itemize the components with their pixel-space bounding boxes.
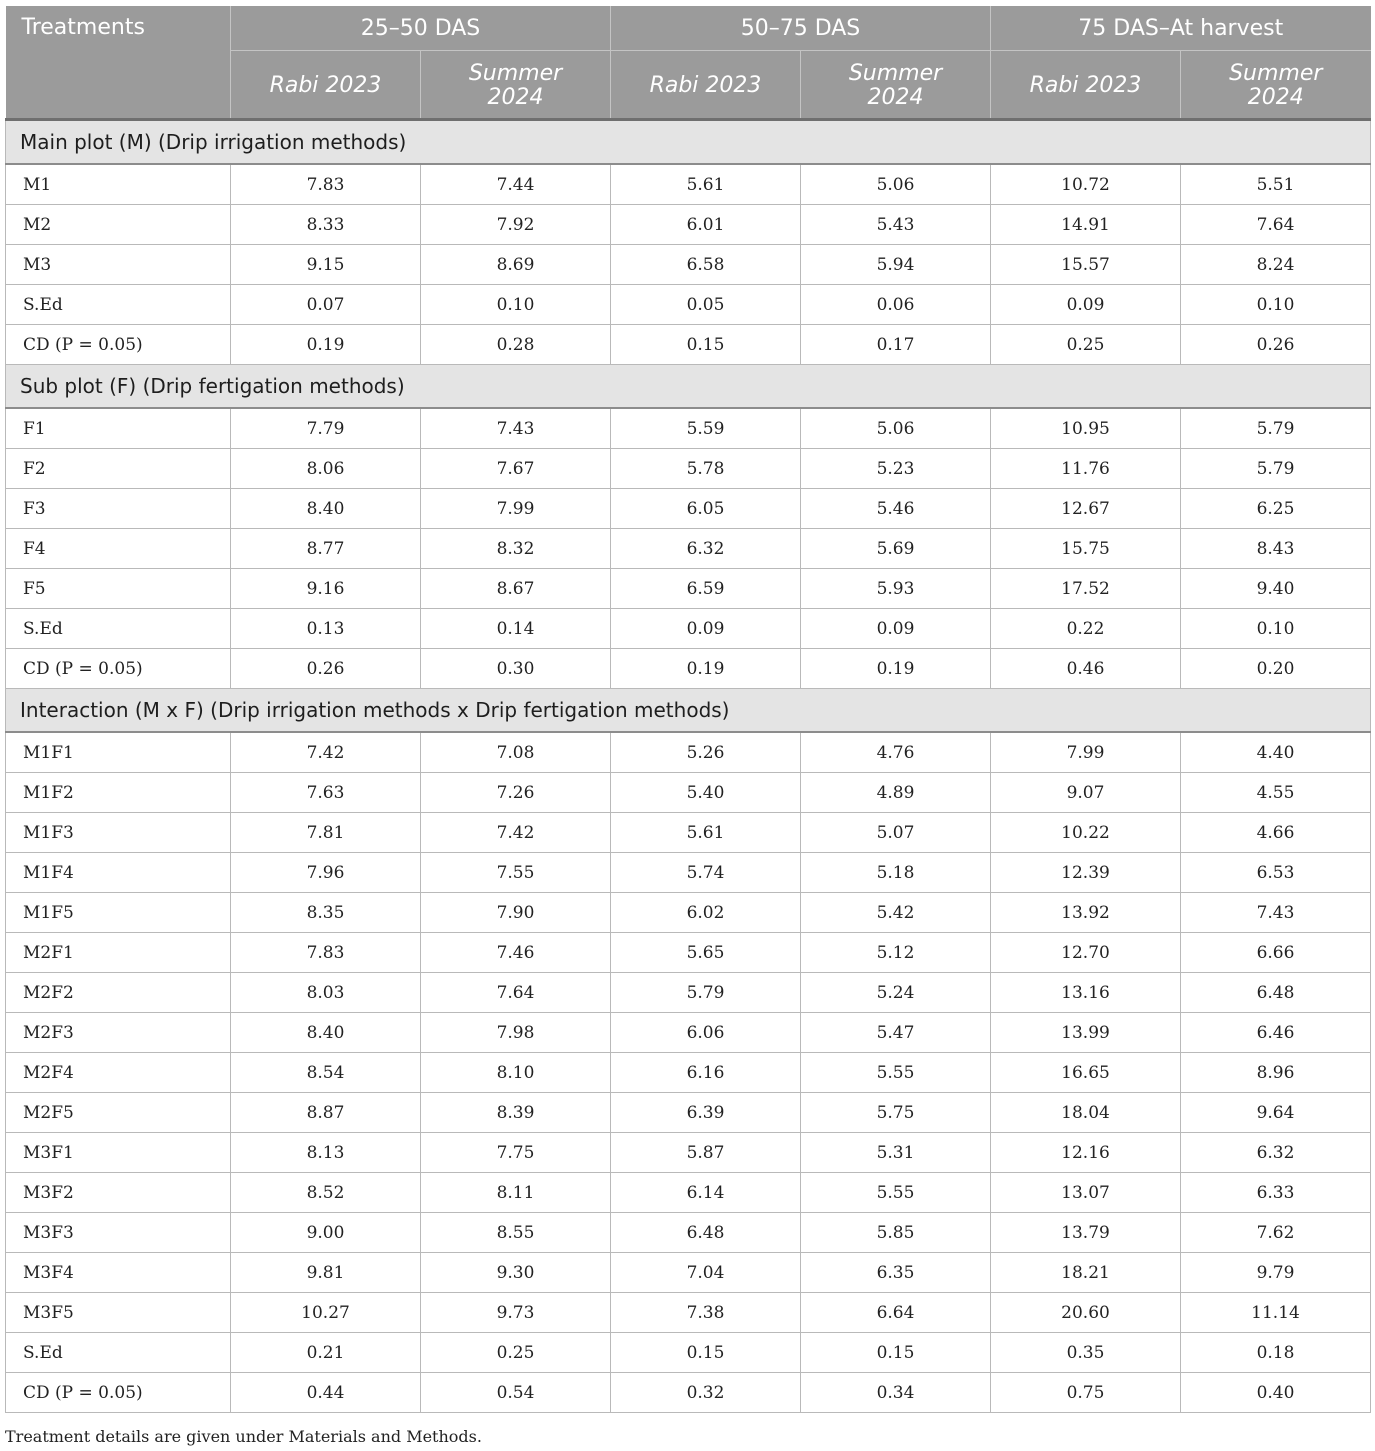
row-label: CD (P = 0.05) — [6, 325, 231, 365]
table-cell: 5.74 — [611, 853, 801, 893]
table-row — [6, 408, 1371, 449]
section-title: Interaction (M x F) (Drip irrigation methods x Drip fertigation methods) — [6, 689, 1371, 733]
table-cell: 0.15 — [611, 1333, 801, 1373]
table-cell: 0.20 — [1181, 649, 1371, 689]
season-header-line: 2024 — [867, 84, 924, 110]
table-cell: 8.67 — [421, 569, 611, 609]
table-cell: 9.00 — [231, 1213, 421, 1253]
table-cell: 7.75 — [421, 1133, 611, 1173]
table-row — [6, 773, 1371, 813]
table-cell: 8.32 — [421, 529, 611, 569]
table-footnote: Treatment details are given under Materials and Methods. — [5, 1427, 482, 1446]
row-label: M1F1 — [6, 732, 231, 773]
table-cell: 0.54 — [421, 1373, 611, 1413]
table-cell: 5.61 — [611, 164, 801, 205]
period-header: 25–50 DAS — [231, 6, 611, 51]
table-cell: 7.43 — [421, 408, 611, 449]
table-cell: 5.69 — [801, 529, 991, 569]
table-cell: 8.69 — [421, 245, 611, 285]
table-cell: 13.79 — [991, 1213, 1181, 1253]
season-header-line: Summer — [468, 60, 563, 86]
table-cell: 7.83 — [231, 164, 421, 205]
table-cell: 5.06 — [801, 164, 991, 205]
table-cell: 7.67 — [421, 449, 611, 489]
table-cell: 7.55 — [421, 853, 611, 893]
table-cell: 7.26 — [421, 773, 611, 813]
row-label: CD (P = 0.05) — [6, 1373, 231, 1413]
table-row — [6, 285, 1371, 325]
row-label: M3 — [6, 245, 231, 285]
row-label: M3F3 — [6, 1213, 231, 1253]
table-cell: 6.05 — [611, 489, 801, 529]
table-cell: 8.35 — [231, 893, 421, 933]
table-cell: 0.46 — [991, 649, 1181, 689]
treatments-header: Treatments — [6, 6, 231, 120]
table-cell: 0.07 — [231, 285, 421, 325]
table-row — [6, 813, 1371, 853]
table-cell: 0.19 — [611, 649, 801, 689]
table-cell: 6.59 — [611, 569, 801, 609]
row-label: M1F5 — [6, 893, 231, 933]
table-cell: 7.04 — [611, 1253, 801, 1293]
table-cell: 0.10 — [1181, 609, 1371, 649]
section-row — [6, 120, 1371, 165]
table-cell: 5.40 — [611, 773, 801, 813]
table-cell: 13.07 — [991, 1173, 1181, 1213]
season-header-line: Rabi 2023 — [269, 72, 382, 98]
table-cell: 5.78 — [611, 449, 801, 489]
section-title: Main plot (M) (Drip irrigation methods) — [6, 120, 1371, 165]
row-label: F4 — [6, 529, 231, 569]
data-table — [5, 6, 1371, 1413]
table-cell: 8.24 — [1181, 245, 1371, 285]
table-cell: 8.52 — [231, 1173, 421, 1213]
table-cell: 15.57 — [991, 245, 1181, 285]
table-cell: 5.23 — [801, 449, 991, 489]
table-cell: 7.90 — [421, 893, 611, 933]
row-label: M1 — [6, 164, 231, 205]
row-label: M1F2 — [6, 773, 231, 813]
table-cell: 8.39 — [421, 1093, 611, 1133]
table-cell: 9.07 — [991, 773, 1181, 813]
table-cell: 6.06 — [611, 1013, 801, 1053]
table-row — [6, 325, 1371, 365]
table-row — [6, 853, 1371, 893]
table-cell: 5.46 — [801, 489, 991, 529]
table-cell: 16.65 — [991, 1053, 1181, 1093]
table-cell: 0.35 — [991, 1333, 1181, 1373]
row-label: CD (P = 0.05) — [6, 649, 231, 689]
table-cell: 6.16 — [611, 1053, 801, 1093]
table-cell: 6.01 — [611, 205, 801, 245]
table-row — [6, 569, 1371, 609]
table-cell: 10.72 — [991, 164, 1181, 205]
row-label: S.Ed — [6, 285, 231, 325]
table-cell: 5.47 — [801, 1013, 991, 1053]
season-header-line: Summer — [1229, 60, 1323, 86]
table-cell: 0.14 — [421, 609, 611, 649]
table-cell: 0.15 — [611, 325, 801, 365]
table-cell: 7.83 — [231, 933, 421, 973]
table-cell: 4.66 — [1181, 813, 1371, 853]
row-label: F5 — [6, 569, 231, 609]
season-header-line: 2024 — [1247, 84, 1304, 110]
table-cell: 5.31 — [801, 1133, 991, 1173]
table-cell: 5.06 — [801, 408, 991, 449]
table-row — [6, 732, 1371, 773]
section-title: Sub plot (F) (Drip fertigation methods) — [6, 365, 1371, 409]
table-cell: 8.54 — [231, 1053, 421, 1093]
table-cell: 7.43 — [1181, 893, 1371, 933]
table-cell: 13.99 — [991, 1013, 1181, 1053]
table-cell: 8.43 — [1181, 529, 1371, 569]
row-label: S.Ed — [6, 609, 231, 649]
table-cell: 0.19 — [231, 325, 421, 365]
table-cell: 0.34 — [801, 1373, 991, 1413]
table-cell: 0.25 — [991, 325, 1181, 365]
table-cell: 5.75 — [801, 1093, 991, 1133]
table-cell: 5.18 — [801, 853, 991, 893]
table-cell: 6.25 — [1181, 489, 1371, 529]
season-header — [1181, 51, 1371, 120]
table-cell: 15.75 — [991, 529, 1181, 569]
row-label: M2F4 — [6, 1053, 231, 1093]
table-cell: 5.26 — [611, 732, 801, 773]
table-cell: 4.40 — [1181, 732, 1371, 773]
season-header — [611, 51, 801, 120]
table-cell: 6.66 — [1181, 933, 1371, 973]
table-cell: 5.42 — [801, 893, 991, 933]
table-cell: 20.60 — [991, 1293, 1181, 1333]
table-cell: 5.79 — [1181, 449, 1371, 489]
table-row — [6, 1373, 1371, 1413]
table-cell: 9.79 — [1181, 1253, 1371, 1293]
table-cell: 0.19 — [801, 649, 991, 689]
table-cell: 12.16 — [991, 1133, 1181, 1173]
season-header — [231, 51, 421, 120]
table-cell: 4.76 — [801, 732, 991, 773]
table-cell: 8.11 — [421, 1173, 611, 1213]
table-cell: 7.98 — [421, 1013, 611, 1053]
table-row — [6, 1053, 1371, 1093]
table-cell: 0.75 — [991, 1373, 1181, 1413]
table-cell: 0.26 — [1181, 325, 1371, 365]
table-cell: 6.14 — [611, 1173, 801, 1213]
table-cell: 8.13 — [231, 1133, 421, 1173]
table-cell: 5.93 — [801, 569, 991, 609]
section-row — [6, 689, 1371, 733]
table-row — [6, 529, 1371, 569]
season-header-line: Rabi 2023 — [1029, 72, 1142, 98]
table-cell: 5.12 — [801, 933, 991, 973]
table-cell: 5.59 — [611, 408, 801, 449]
table-cell: 0.32 — [611, 1373, 801, 1413]
row-label: M3F5 — [6, 1293, 231, 1333]
table-cell: 8.06 — [231, 449, 421, 489]
period-header: 50–75 DAS — [611, 6, 991, 51]
table-cell: 6.53 — [1181, 853, 1371, 893]
table-cell: 8.40 — [231, 489, 421, 529]
table-cell: 7.44 — [421, 164, 611, 205]
table-cell: 8.40 — [231, 1013, 421, 1053]
table-row — [6, 1293, 1371, 1333]
season-header-line: 2024 — [487, 84, 544, 110]
table-row — [6, 609, 1371, 649]
table-cell: 7.42 — [231, 732, 421, 773]
table-cell: 7.42 — [421, 813, 611, 853]
row-label: M2F2 — [6, 973, 231, 1013]
table-cell: 0.05 — [611, 285, 801, 325]
row-label: M2F5 — [6, 1093, 231, 1133]
table-cell: 8.96 — [1181, 1053, 1371, 1093]
table-cell: 10.27 — [231, 1293, 421, 1333]
table-cell: 9.81 — [231, 1253, 421, 1293]
table-cell: 0.25 — [421, 1333, 611, 1373]
row-label: M2F3 — [6, 1013, 231, 1053]
row-label: M3F4 — [6, 1253, 231, 1293]
table-cell: 6.46 — [1181, 1013, 1371, 1053]
table-cell: 7.62 — [1181, 1213, 1371, 1253]
table-cell: 5.79 — [611, 973, 801, 1013]
table-cell: 5.79 — [1181, 408, 1371, 449]
table-cell: 9.15 — [231, 245, 421, 285]
table-row — [6, 1213, 1371, 1253]
table-cell: 7.81 — [231, 813, 421, 853]
season-header-line: Rabi 2023 — [649, 72, 762, 98]
table-cell: 0.44 — [231, 1373, 421, 1413]
table-cell: 5.51 — [1181, 164, 1371, 205]
season-header — [421, 51, 611, 120]
table-cell: 0.06 — [801, 285, 991, 325]
table-cell: 5.85 — [801, 1213, 991, 1253]
table-row — [6, 933, 1371, 973]
table-row — [6, 245, 1371, 285]
row-label: M1F3 — [6, 813, 231, 853]
table-row — [6, 449, 1371, 489]
row-label: M1F4 — [6, 853, 231, 893]
table-cell: 6.35 — [801, 1253, 991, 1293]
table-cell: 12.70 — [991, 933, 1181, 973]
table-cell: 0.13 — [231, 609, 421, 649]
table-cell: 0.21 — [231, 1333, 421, 1373]
table-cell: 0.28 — [421, 325, 611, 365]
table-cell: 0.15 — [801, 1333, 991, 1373]
table-cell: 7.99 — [991, 732, 1181, 773]
row-label: S.Ed — [6, 1333, 231, 1373]
table-cell: 7.08 — [421, 732, 611, 773]
table-cell: 8.10 — [421, 1053, 611, 1093]
table-cell: 7.99 — [421, 489, 611, 529]
table-cell: 12.39 — [991, 853, 1181, 893]
table-cell: 11.76 — [991, 449, 1181, 489]
table-cell: 5.43 — [801, 205, 991, 245]
table-cell: 17.52 — [991, 569, 1181, 609]
table-cell: 7.46 — [421, 933, 611, 973]
row-label: F2 — [6, 449, 231, 489]
table-cell: 0.40 — [1181, 1373, 1371, 1413]
row-label: M2F1 — [6, 933, 231, 973]
table-cell: 5.87 — [611, 1133, 801, 1173]
table-cell: 7.96 — [231, 853, 421, 893]
table-cell: 8.87 — [231, 1093, 421, 1133]
table-cell: 10.22 — [991, 813, 1181, 853]
period-header: 75 DAS–At harvest — [991, 6, 1371, 51]
table-row — [6, 164, 1371, 205]
table-cell: 0.09 — [991, 285, 1181, 325]
table-row — [6, 893, 1371, 933]
table-cell: 6.02 — [611, 893, 801, 933]
table-cell: 6.32 — [1181, 1133, 1371, 1173]
table-cell: 6.64 — [801, 1293, 991, 1333]
table-cell: 0.22 — [991, 609, 1181, 649]
table-body — [6, 120, 1371, 1413]
table-row — [6, 205, 1371, 245]
table-cell: 5.24 — [801, 973, 991, 1013]
table-cell: 4.89 — [801, 773, 991, 813]
table-cell: 9.30 — [421, 1253, 611, 1293]
table-cell: 0.10 — [421, 285, 611, 325]
table-cell: 13.16 — [991, 973, 1181, 1013]
table-cell: 10.95 — [991, 408, 1181, 449]
season-header — [801, 51, 991, 120]
table-cell: 5.61 — [611, 813, 801, 853]
table-cell: 7.79 — [231, 408, 421, 449]
row-label: F3 — [6, 489, 231, 529]
table-cell: 6.48 — [1181, 973, 1371, 1013]
table-cell: 0.09 — [611, 609, 801, 649]
table-cell: 18.21 — [991, 1253, 1181, 1293]
season-header-line: Summer — [848, 60, 943, 86]
row-label: M3F1 — [6, 1133, 231, 1173]
table-cell: 6.39 — [611, 1093, 801, 1133]
table-cell: 14.91 — [991, 205, 1181, 245]
table-cell: 0.18 — [1181, 1333, 1371, 1373]
table-cell: 5.94 — [801, 245, 991, 285]
row-label: M2 — [6, 205, 231, 245]
table-cell: 8.55 — [421, 1213, 611, 1253]
table-cell: 5.55 — [801, 1173, 991, 1213]
table-row — [6, 1253, 1371, 1293]
table-cell: 5.55 — [801, 1053, 991, 1093]
season-header — [991, 51, 1181, 120]
table-cell: 7.92 — [421, 205, 611, 245]
table-row — [6, 1173, 1371, 1213]
table-cell: 18.04 — [991, 1093, 1181, 1133]
table-row — [6, 1133, 1371, 1173]
table-cell: 0.30 — [421, 649, 611, 689]
table-row — [6, 973, 1371, 1013]
table-cell: 7.38 — [611, 1293, 801, 1333]
table-cell: 5.65 — [611, 933, 801, 973]
table-cell: 0.10 — [1181, 285, 1371, 325]
table-cell: 12.67 — [991, 489, 1181, 529]
table-row — [6, 1013, 1371, 1053]
table-cell: 6.33 — [1181, 1173, 1371, 1213]
table-cell: 5.07 — [801, 813, 991, 853]
row-label: F1 — [6, 408, 231, 449]
table-cell: 9.64 — [1181, 1093, 1371, 1133]
table-cell: 4.55 — [1181, 773, 1371, 813]
table-header — [6, 6, 1371, 120]
section-row — [6, 365, 1371, 409]
table-cell: 0.26 — [231, 649, 421, 689]
table-row — [6, 1093, 1371, 1133]
table-cell: 7.63 — [231, 773, 421, 813]
table-row — [6, 1333, 1371, 1373]
table-cell: 6.48 — [611, 1213, 801, 1253]
table-cell: 11.14 — [1181, 1293, 1371, 1333]
table-cell: 0.17 — [801, 325, 991, 365]
table-row — [6, 489, 1371, 529]
table-cell: 8.03 — [231, 973, 421, 1013]
table-cell: 7.64 — [421, 973, 611, 1013]
table-cell: 9.16 — [231, 569, 421, 609]
table-row — [6, 649, 1371, 689]
table-cell: 8.77 — [231, 529, 421, 569]
table-cell: 13.92 — [991, 893, 1181, 933]
table-cell: 6.58 — [611, 245, 801, 285]
table-cell: 9.40 — [1181, 569, 1371, 609]
table-cell: 0.09 — [801, 609, 991, 649]
table-cell: 7.64 — [1181, 205, 1371, 245]
row-label: M3F2 — [6, 1173, 231, 1213]
table-cell: 8.33 — [231, 205, 421, 245]
data-table-container — [5, 6, 1370, 1413]
table-cell: 9.73 — [421, 1293, 611, 1333]
table-cell: 6.32 — [611, 529, 801, 569]
